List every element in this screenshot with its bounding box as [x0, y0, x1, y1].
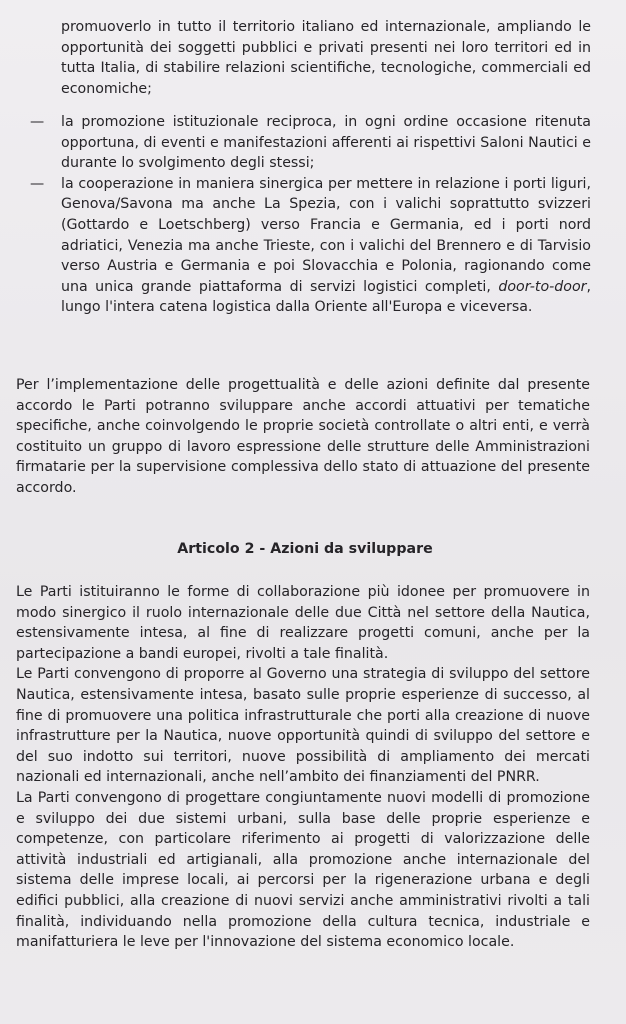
article-heading: Articolo 2 - Azioni da sviluppare [177, 541, 433, 557]
bullet-item [30, 112, 591, 174]
article-paragraph: Le Parti istituiranno le forme di collaborazione più idonee per promuovere in modo sinergico il ruolo internazionale delle due Città nel settore della Nautica, estensivamente intesa, al fine di realizzare progetti comuni, anche per la partecipazione a bandi europei, rivolti a tale finalità. [16, 584, 590, 662]
article-body [16, 582, 590, 953]
bullet-dash: — [30, 175, 45, 192]
bullet-list [30, 112, 591, 318]
article-paragraph: Le Parti convengono di proporre al Governo una strategia di sviluppo del settore Nautica, estensivamente intesa, basato sulle proprie esperienze di successo, al fine di promuovere una politica infrastrutturale che porti alla creazione di nuove infrastrutture per la Nautica, nuove opportunità quindi di sviluppo del settore e del suo indotto sui territori, nuove possibilità di ampliamento dei mercati nazionali ed internazionali, anche nell’ambito dei finanziamenti del PNRR. [16, 666, 590, 786]
bullet-text-italic: door-to-door [498, 278, 587, 295]
bullet-item [30, 174, 591, 318]
bullet-text [61, 174, 591, 318]
paragraph-text: Per l’implementazione delle progettualità e delle azioni definite dal presente accordo le Parti potranno sviluppare anche accordi attuativi per tematiche specifiche, anche coinvolgendo le proprie società controllate o altri enti, e verrà costituito un gruppo di lavoro espressione delle strutture delle Amministrazioni firmatarie per la supervisione complessiva dello stato di attuazione del presente accordo. [16, 377, 590, 496]
bullet-text-part: , lungo l'intera catena logistica dalla Oriente all'Europa e viceversa. [61, 278, 591, 316]
bullet-dash: — [30, 114, 45, 130]
bullet-text: la promozione istituzionale reciproca, in ogni ordine occasione ritenuta opportuna, di eventi e manifestazioni afferenti ai rispettivi Saloni Nautici e durante lo svolgimento degli stessi; [61, 114, 591, 172]
implementation-paragraph [16, 375, 590, 499]
intro-text: promuoverlo in tutto il territorio italiano ed internazionale, ampliando le opportunità dei soggetti pubblici e privati presenti nei loro territori ed in tutta Italia, di stabilire relazioni scientifiche, tecnologiche, commerciali ed economiche; [61, 19, 591, 97]
bullet-text-part: la cooperazione in maniera sinergica per mettere in relazione i porti liguri, Genova/Savona ma anche La Spezia, con i valichi soprattutto svizzeri (Gottardo e Loetschberg) verso Francia e Germania, ed i porti nord adriatici, Venezia ma anche Trieste, con i valichi del Brennero e di Tarvisio verso Austria e Germania e poi Slovacchia e Polonia, ragionando come una unica grande piattaforma di servizi logistici completi, [61, 175, 591, 295]
intro-continuation [61, 17, 591, 99]
article-paragraph: La Parti convengono di progettare congiuntamente nuovi modelli di promozione e sviluppo dei due sistemi urbani, sulla base delle proprie esperienze e competenze, con particolare riferimento ai progetti di valorizzazione delle attività industriali ed artigianali, alla promozione anche internazionale del sistema delle imprese locali, ai percorsi per la rigenerazione urbana e degli edifici pubblici, alla creazione di nuovi servizi anche amministrativi rivolti a tali finalità, individuando nella promozione della cultura tecnica, industriale e manifatturiera le leve per l'innovazione del sistema economico locale. [16, 789, 590, 951]
